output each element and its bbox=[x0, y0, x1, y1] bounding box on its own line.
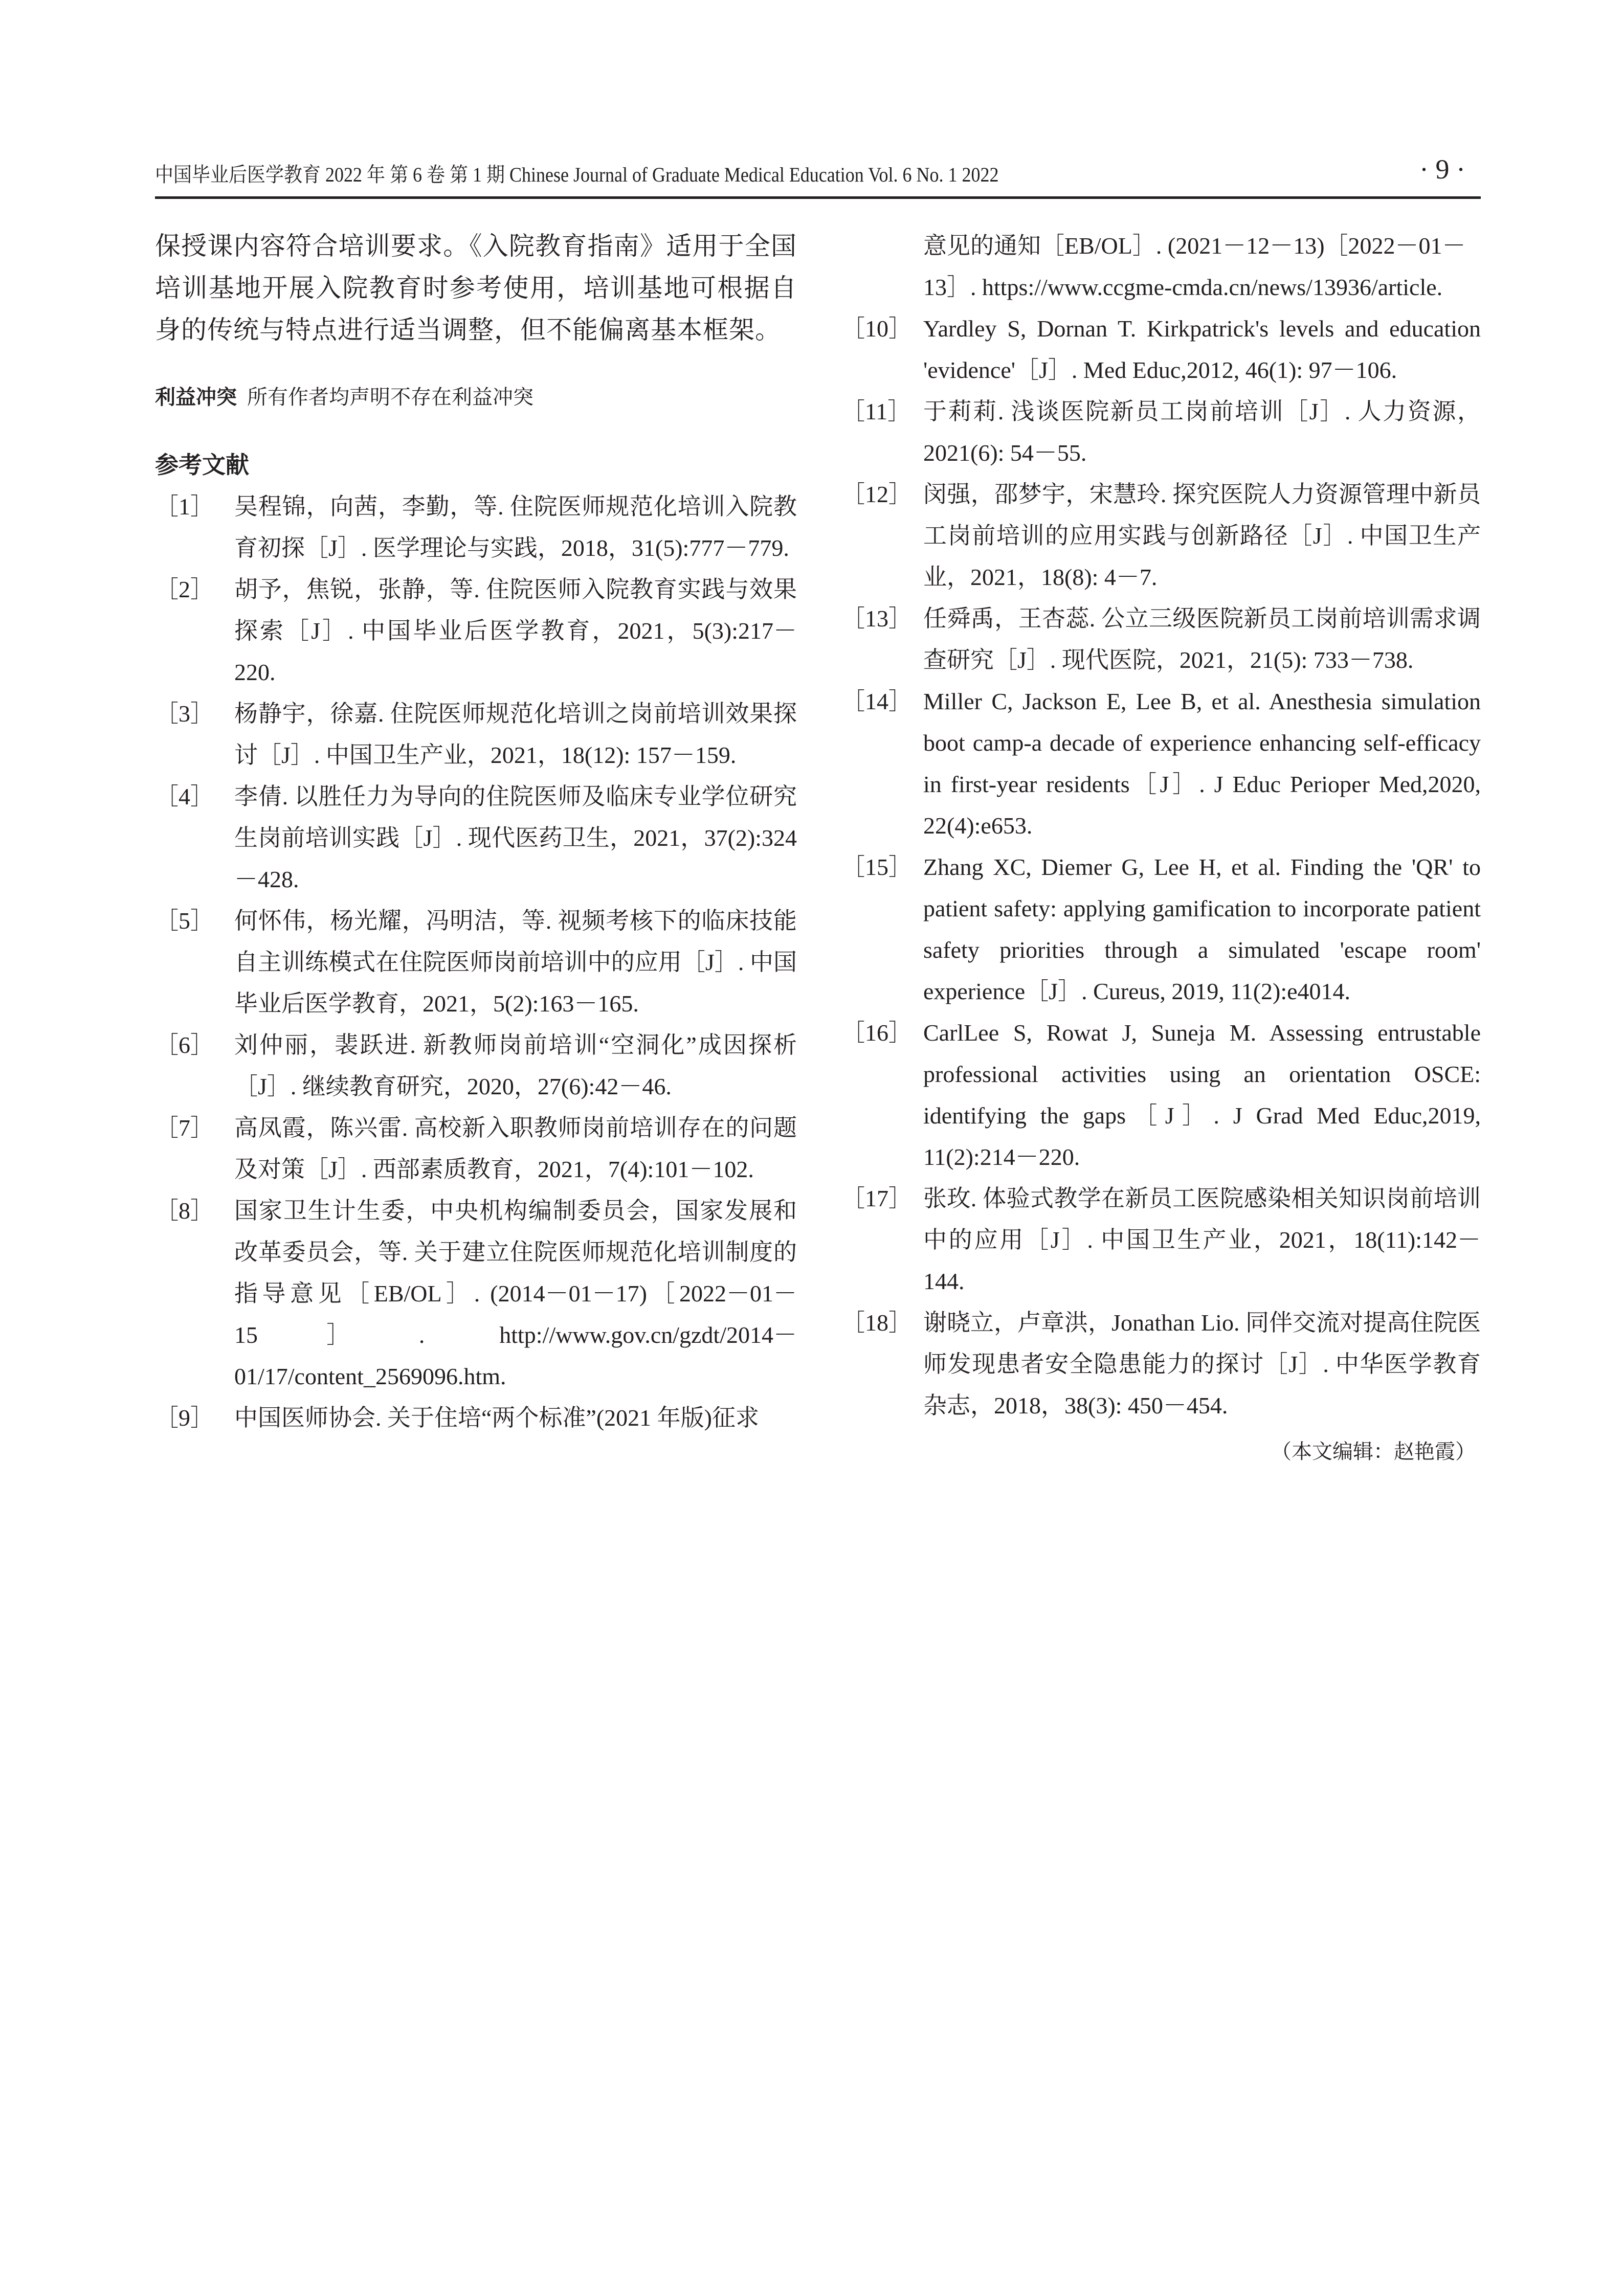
page-number: · 9 · bbox=[1419, 154, 1465, 185]
reference-item bbox=[841, 1178, 1481, 1302]
reference-number: ［1］ bbox=[155, 493, 214, 520]
reference-text: 杨静宇，徐嘉. 住院医师规范化培训之岗前培训效果探讨［J］. 中国卫生产业，2021，18(12): 157－159. bbox=[234, 701, 797, 768]
reference-9-continuation: 意见的通知［EB/OL］. (2021－12－13)［2022－01－13］. https://www.ccgme-cmda.cn/news/13936/article. bbox=[923, 233, 1466, 300]
reference-number: ［14］ bbox=[841, 688, 912, 714]
reference-number: ［13］ bbox=[841, 605, 912, 632]
reference-number: ［5］ bbox=[155, 908, 214, 934]
reference-item bbox=[841, 1302, 1481, 1426]
reference-number: ［15］ bbox=[841, 854, 912, 880]
reference-item bbox=[841, 681, 1481, 846]
editor-note: （本文编辑：赵艳霞） bbox=[1271, 1440, 1476, 1464]
left-column bbox=[155, 225, 797, 1438]
reference-text: 吴程锦，向茜，李勤，等. 住院医师规范化培训入院教育初探［J］. 医学理论与实践，2018，31(5):777－779. bbox=[234, 493, 797, 561]
reference-text: 张玫. 体验式教学在新员工医院感染相关知识岗前培训中的应用［J］. 中国卫生产业，2021，18(11):142－144. bbox=[923, 1185, 1481, 1294]
reference-text: 于莉莉. 浅谈医院新员工岗前培训［J］. 人力资源，2021(6): 54－55. bbox=[923, 398, 1481, 466]
reference-item bbox=[155, 693, 797, 776]
reference-item bbox=[841, 598, 1481, 681]
reference-number: ［7］ bbox=[155, 1115, 214, 1141]
reference-item bbox=[155, 776, 797, 900]
running-header bbox=[155, 153, 1481, 194]
right-column bbox=[841, 225, 1481, 1473]
reference-text: 闵强，邵梦宇，宋慧玲. 探究医院人力资源管理中新员工岗前培训的应用实践与创新路径［J］. 中国卫生产业，2021，18(8): 4－7. bbox=[923, 481, 1481, 590]
reference-item bbox=[841, 391, 1481, 474]
reference-item bbox=[155, 1024, 797, 1107]
reference-text: 胡予，焦锐，张静，等. 住院医师入院教育实践与效果探索［J］. 中国毕业后医学教育，2021，5(3):217－220. bbox=[234, 576, 797, 685]
reference-text: Yardley S, Dornan T. Kirkpatrick's levels and education 'evidence'［J］. Med Educ,2012, 46(1): 97－106. bbox=[923, 316, 1481, 383]
reference-item bbox=[841, 474, 1481, 598]
reference-number: ［6］ bbox=[155, 1032, 214, 1058]
reference-number: ［2］ bbox=[155, 576, 214, 602]
reference-item bbox=[155, 486, 797, 569]
reference-number: ［16］ bbox=[841, 1020, 912, 1046]
reference-item bbox=[155, 1107, 797, 1190]
reference-item bbox=[841, 846, 1481, 1012]
reference-text: 谢晓立，卢章洪，Jonathan Lio. 同伴交流对提高住院医师发现患者安全隐患能力的探讨［J］. 中华医学教育杂志，2018，38(3): 450－454. bbox=[923, 1310, 1481, 1419]
reference-item bbox=[155, 1190, 797, 1397]
reference-number: ［9］ bbox=[155, 1405, 214, 1431]
conflict-text: 所有作者均声明不存在利益冲突 bbox=[247, 386, 533, 409]
reference-text: 国家卫生计生委，中央机构编制委员会，国家发展和改革委员会，等. 关于建立住院医师规范化培训制度的指导意见［EB/OL］. (2014－01－17)［2022－01－15］. http://www.gov.cn/gzdt/2014－01/17/content_2569096.htm. bbox=[234, 1198, 797, 1389]
reference-item bbox=[155, 1397, 797, 1438]
reference-text: Zhang XC, Diemer G, Lee H, et al. Finding the 'QR' to patient safety: applying gamification to incorporate patient safety priorities through a simulated 'escape room' experience［J］. Cureus, 2019, 11(2):e4014. bbox=[923, 854, 1481, 1004]
reference-text: 何怀伟，杨光耀，冯明洁，等. 视频考核下的临床技能自主训练模式在住院医师岗前培训中的应用［J］. 中国毕业后医学教育，2021，5(2):163－165. bbox=[234, 908, 797, 1017]
reference-number: ［8］ bbox=[155, 1198, 214, 1224]
reference-number: ［18］ bbox=[841, 1310, 912, 1336]
conflict-label: 利益冲突 bbox=[155, 385, 237, 409]
reference-number: ［11］ bbox=[841, 398, 911, 424]
reference-number: ［17］ bbox=[841, 1185, 912, 1211]
references-heading: 参考文献 bbox=[155, 451, 249, 479]
reference-text: 刘仲丽，裴跃进. 新教师岗前培训“空洞化”成因探析［J］. 继续教育研究，2020，27(6):42－46. bbox=[234, 1032, 797, 1099]
reference-number: ［4］ bbox=[155, 783, 214, 809]
reference-text: 高凤霞，陈兴雷. 高校新入职教师岗前培训存在的问题及对策［J］. 西部素质教育，2021，7(4):101－102. bbox=[234, 1115, 797, 1182]
reference-text: 中国医师协会. 关于住培“两个标准”(2021 年版)征求 bbox=[234, 1405, 759, 1431]
reference-text: 李倩. 以胜任力为导向的住院医师及临床专业学位研究生岗前培训实践［J］. 现代医药卫生，2021，37(2):324－428. bbox=[234, 783, 797, 892]
reference-number: ［3］ bbox=[155, 701, 214, 727]
journal-info: 中国毕业后医学教育 2022 年 第 6 卷 第 1 期 Chinese Journal of Graduate Medical Education Vol. 6 No. 1 2022 bbox=[155, 163, 999, 186]
reference-number: ［10］ bbox=[841, 316, 912, 342]
reference-item bbox=[841, 308, 1481, 391]
reference-text: 任舜禹，王杏蕊. 公立三级医院新员工岗前培训需求调查研究［J］. 现代医院，2021，21(5): 733－738. bbox=[923, 605, 1481, 673]
reference-item bbox=[155, 569, 797, 693]
reference-text: CarlLee S, Rowat J, Suneja M. Assessing entrustable professional activities using an orientation OSCE: identifying the gaps［J］. J Grad Med Educ,2019, 11(2):214－220. bbox=[923, 1020, 1481, 1170]
reference-text: Miller C, Jackson E, Lee B, et al. Anesthesia simulation boot camp-a decade of experience enhancing self-efficacy in first-year residents［J］. J Educ Perioper Med,2020, 22(4):e653. bbox=[923, 688, 1481, 839]
header-rule bbox=[155, 196, 1481, 199]
reference-number: ［12］ bbox=[841, 481, 912, 507]
reference-item bbox=[155, 900, 797, 1024]
reference-item bbox=[841, 1012, 1481, 1178]
body-paragraph: 保授课内容符合培训要求。《入院教育指南》适用于全国培训基地开展入院教育时参考使用，培训基地可根据自身的传统与特点进行适当调整，但不能偏离基本框架。 bbox=[155, 231, 797, 345]
conflict-of-interest bbox=[155, 376, 797, 418]
